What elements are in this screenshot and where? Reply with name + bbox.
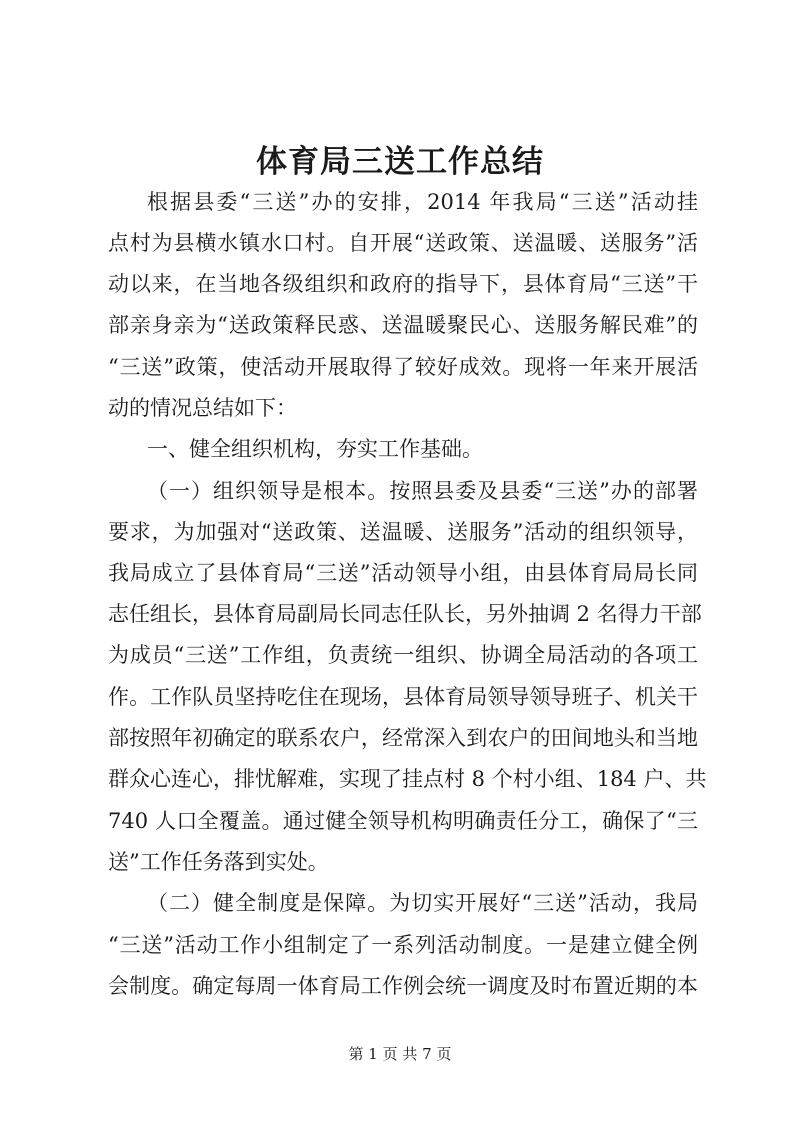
- paragraph-line: 740 人口全覆盖。通过健全领导机构明确责任分工，确保了“三: [108, 809, 698, 833]
- paragraph-line: 志任组长，县体育局副局长同志任队长，另外抽调 2 名得力干部: [108, 602, 702, 626]
- paragraph-line: 根据县委“三送”办的安排，2014 年我局“三送”活动挂: [147, 190, 698, 214]
- paragraph-line: 送”工作任务落到实处。: [108, 850, 329, 874]
- paragraph-line: 部按照年初确定的联系农户，经常深入到农户的田间地头和当地: [108, 726, 698, 750]
- paragraph-line: 为成员“三送”工作组，负责统一组织、协调全局活动的各项工: [108, 643, 698, 667]
- section-heading: 一、健全组织机构，夯实工作基础。: [147, 437, 483, 461]
- paragraph-line: 群众心连心，排忧解难，实现了挂点村 8 个村小组、184 户、共: [108, 767, 707, 791]
- paragraph-line: 动以来，在当地各级组织和政府的指导下，县体育局“三送”干: [108, 272, 698, 296]
- paragraph-line: 作。工作队员坚持吃住在现场，县体育局领导领导班子、机关干: [108, 685, 698, 709]
- paragraph-line: “三送”活动工作小组制定了一系列活动制度。一是建立健全例: [108, 933, 698, 957]
- paragraph-line: 我局成立了县体育局“三送”活动领导小组，由县体育局局长同: [108, 561, 698, 585]
- paragraph-line: （二）健全制度是保障。为切实开展好“三送”活动，我局: [147, 891, 698, 915]
- paragraph-line: 要求，为加强对“送政策、送温暖、送服务”活动的组织领导，: [108, 520, 698, 544]
- paragraph-line: 部亲身亲为“送政策释民惑、送温暖聚民心、送服务解民难”的: [108, 313, 698, 337]
- paragraph-line: 点村为县横水镇水口村。自开展“送政策、送温暖、送服务”活: [108, 231, 698, 255]
- paragraph-line: 动的情况总结如下：: [108, 396, 297, 420]
- page-number-footer: 第 1 页 共 7 页: [348, 1045, 452, 1063]
- paragraph-line: （一）组织领导是根本。按照县委及县委“三送”办的部署: [147, 479, 698, 503]
- paragraph-line: “三送”政策，使活动开展取得了较好成效。现将一年来开展活: [108, 355, 698, 379]
- document-title: 体育局三送工作总结: [256, 144, 544, 180]
- paragraph-line: 会制度。确定每周一体育局工作例会统一调度及时布置近期的本: [108, 974, 698, 998]
